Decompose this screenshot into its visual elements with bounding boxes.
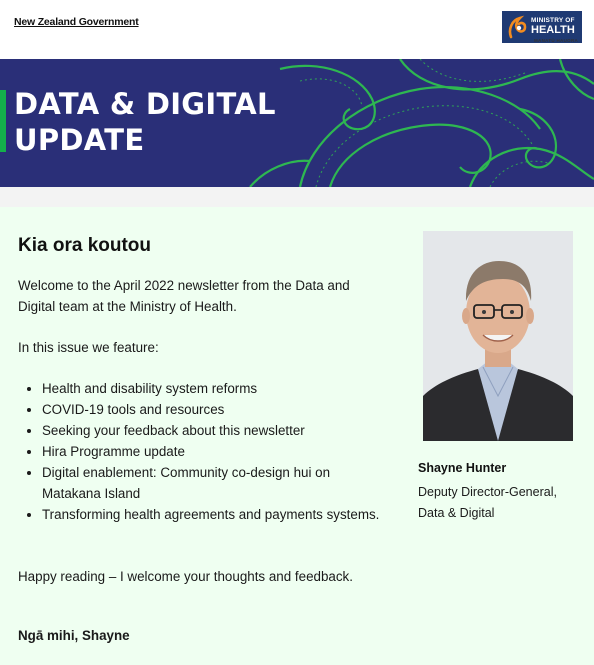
profile-role: Deputy Director-General, Data & Digital [418, 485, 557, 520]
profile-photo [423, 231, 573, 441]
ministry-of-health-logo[interactable]: MINISTRY OF HEALTH [502, 11, 582, 43]
nz-government-logo[interactable]: New Zealand Government [14, 16, 139, 28]
closing-paragraph: Happy reading – I welcome your thoughts and feedback. [18, 569, 353, 584]
signoff: Ngā mihi, Shayne [18, 628, 130, 643]
top-bar [0, 0, 594, 59]
greeting-heading: Kia ora koutou [18, 235, 152, 256]
feature-list [42, 378, 382, 525]
intro-paragraph: Welcome to the April 2022 newsletter from the Data and Digital team at the Ministry of Health. [18, 278, 350, 314]
portrait-icon [423, 231, 573, 441]
profile-name: Shayne Hunter [418, 461, 507, 475]
newsletter-banner [0, 59, 594, 187]
list-item: • Digital enablement: Community co-design hui on Matakana Island [42, 462, 382, 504]
list-item: • Health and disability system reforms [42, 378, 382, 399]
list-item: • Transforming health agreements and payments systems. [42, 504, 382, 525]
accent-bar [0, 90, 6, 152]
list-item: • Seeking your feedback about this newsletter [42, 420, 382, 441]
list-item: • COVID-19 tools and resources [42, 399, 382, 420]
banner-title: DATA & DIGITAL UPDATE [14, 87, 276, 157]
feature-lead: In this issue we feature: [18, 340, 159, 355]
newsletter-content [0, 207, 594, 665]
moh-emblem-icon [506, 15, 528, 39]
section-divider [0, 187, 594, 207]
moh-subtitle: MANATŪ HAUORA [534, 38, 579, 43]
list-item: • Hira Programme update [42, 441, 382, 462]
